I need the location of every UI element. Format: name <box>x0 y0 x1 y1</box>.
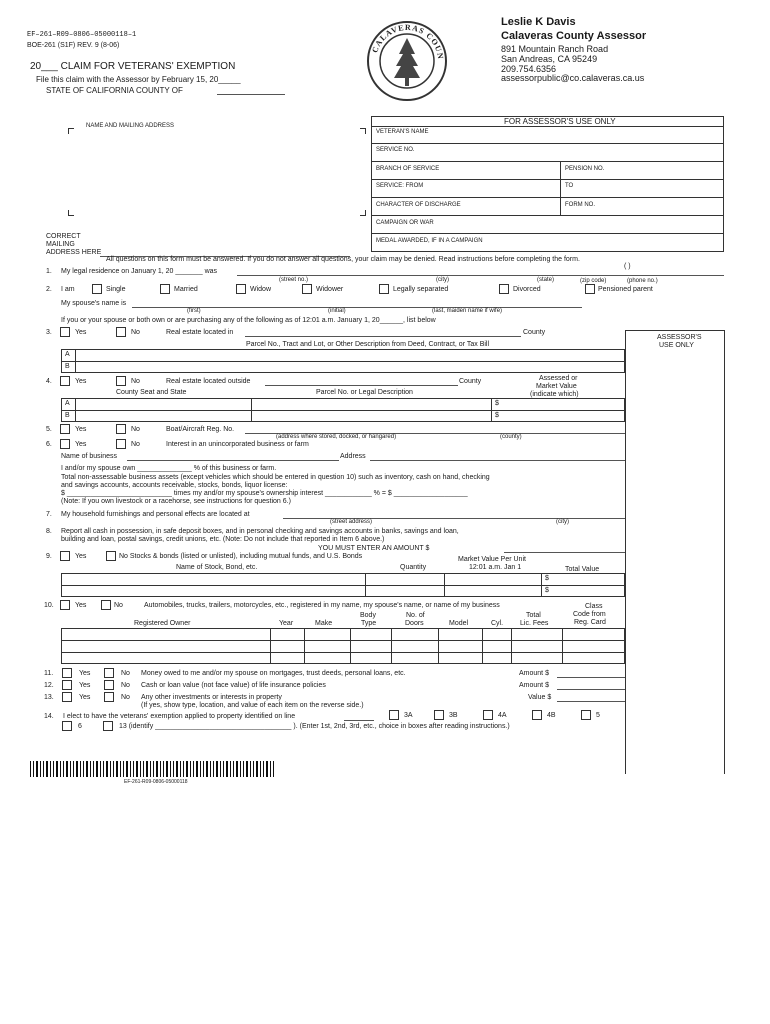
barcode-bar <box>176 761 178 777</box>
barcode-bar <box>93 761 94 777</box>
barcode-bar <box>73 761 74 777</box>
discharge-field: CHARACTER OF DISCHARGE <box>376 202 461 208</box>
q4-county-line[interactable] <box>265 385 458 386</box>
q1-zip-label: (zip code) <box>580 278 607 284</box>
barcode-bar <box>43 761 44 777</box>
q9-no-checkbox[interactable] <box>106 551 116 561</box>
assessor-address1: 891 Mountain Ranch Road <box>501 44 609 54</box>
barcode-bar <box>180 761 181 777</box>
q3-row-a: A <box>65 351 70 358</box>
q10-class-label-3: Reg. Card <box>574 619 606 626</box>
q6-yes-checkbox[interactable] <box>60 439 70 449</box>
barcode-bar <box>116 761 118 777</box>
q13-number: 13. <box>44 694 54 701</box>
barcode-bar <box>240 761 241 777</box>
barcode-bar <box>70 761 71 777</box>
q4-dollar-b: $ <box>495 412 499 419</box>
barcode-bar <box>173 761 174 777</box>
barcode-bar <box>213 761 214 777</box>
barcode-bar <box>60 761 61 777</box>
choice-6-box[interactable] <box>62 721 72 731</box>
q1-number: 1. <box>46 268 52 275</box>
barcode-bar <box>110 761 111 777</box>
barcode-bar <box>146 761 148 777</box>
barcode-bar <box>193 761 194 777</box>
q9-yes-checkbox[interactable] <box>60 551 70 561</box>
q3-yes-checkbox[interactable] <box>60 327 70 337</box>
q14-line[interactable] <box>344 720 374 721</box>
barcode-bar <box>190 761 191 777</box>
barcode-bar <box>36 761 38 777</box>
q14-number: 14. <box>44 713 54 720</box>
spouse-label: My spouse's name is <box>61 300 127 307</box>
barcode-bar <box>140 761 141 777</box>
barcode-bar <box>223 761 224 777</box>
q10-cyl-header: Cyl. <box>491 620 504 627</box>
barcode-bar <box>126 761 128 777</box>
q1-state-label: (state) <box>537 277 555 283</box>
q2-iam-label: I am <box>61 286 75 293</box>
q5-yes-label: Yes <box>75 426 87 433</box>
assessor-email[interactable]: assessorpublic@co.calaveras.ca.us <box>501 73 645 83</box>
q13-yes-checkbox[interactable] <box>62 692 72 702</box>
q4-county-label: County <box>459 378 482 385</box>
q12-yes-label: Yes <box>79 682 91 689</box>
barcode-bar <box>216 761 218 777</box>
q13-yes-label: Yes <box>79 694 91 701</box>
service-no-field: SERVICE NO. <box>376 147 415 153</box>
barcode-bar <box>186 761 188 777</box>
q8-number: 8. <box>46 528 52 535</box>
assessor-title: Calaveras County Assessor <box>501 30 647 42</box>
form-title <box>30 61 235 72</box>
seal-graphic <box>366 20 448 102</box>
q10-no-label: No <box>114 602 123 609</box>
q2-number: 2. <box>46 286 52 293</box>
q13-text-2: (If yes, show type, location, and value of each item on the reverse side.) <box>141 702 364 709</box>
barcode-bar <box>253 761 254 777</box>
barcode-bar <box>53 761 54 777</box>
q8-amount-label: YOU MUST ENTER AN AMOUNT $ <box>318 545 430 552</box>
file-note: File this claim with the Assessor by February 15, 20_____ <box>36 75 241 84</box>
q5-no-label: No <box>131 426 140 433</box>
q10-no-checkbox[interactable] <box>101 600 111 610</box>
barcode-bar <box>183 761 184 777</box>
q12-amount-label: Amount $ <box>519 682 549 689</box>
document-code: EF–261–R09–0806–05000118–1 <box>27 31 137 39</box>
choice-5-label: 5 <box>596 712 600 719</box>
q4-assessed-label-1: Assessed or <box>539 375 578 382</box>
campaign-field: CAMPAIGN OR WAR <box>376 220 434 226</box>
barcode-bar <box>100 761 101 777</box>
barcode-bar <box>263 761 264 777</box>
choice-3a-box[interactable] <box>389 710 399 720</box>
assessor-column-divider <box>625 330 626 774</box>
assessor-address2: San Andreas, CA 95249 <box>501 54 598 64</box>
married-checkbox[interactable] <box>160 284 170 294</box>
q9-quantity-header: Quantity <box>400 564 427 571</box>
barcode-bar <box>113 761 114 777</box>
barcode-bar <box>160 761 161 777</box>
phone-parens: ( ) <box>624 263 631 270</box>
q10-year-header: Year <box>279 620 294 627</box>
barcode-bar <box>233 761 234 777</box>
q6-business-name-line[interactable] <box>127 460 339 461</box>
q9-market-label-2: 12:01 a.m. Jan 1 <box>469 564 522 571</box>
q4-row-b: B <box>65 412 70 419</box>
correct-label-2: MAILING <box>46 241 75 248</box>
q4-no-label: No <box>131 378 140 385</box>
barcode-text: EF-261-R09-0806-05000118 <box>124 779 188 785</box>
form-no-field: FORM NO. <box>565 202 595 208</box>
q6-ownership-text: I and/or my spouse own ______________ % of this business or farm. <box>61 465 277 472</box>
widower-checkbox[interactable] <box>302 284 312 294</box>
barcode-bar <box>150 761 151 777</box>
barcode-bar <box>166 761 168 777</box>
q10-doors-label-1: No. of <box>406 612 425 619</box>
q14-text: I elect to have the veterans' exemption applied to property identified on line <box>63 713 296 720</box>
barcode-bar <box>170 761 171 777</box>
q10-yes-label: Yes <box>75 602 87 609</box>
pensioned-label: Pensioned parent <box>598 286 653 293</box>
q8-text-1: Report all cash in possession, in safe deposit boxes, and in personal checking and savings accounts in banks, savings and loan, <box>61 528 459 535</box>
corner-mark-tr <box>360 128 366 134</box>
barcode-bar <box>123 761 124 777</box>
barcode-bar <box>200 761 201 777</box>
barcode <box>30 761 277 777</box>
q10-fees-label-1: Total <box>526 612 541 619</box>
q10-owner-header: Registered Owner <box>134 620 191 627</box>
q9-dollar-1: $ <box>545 575 549 582</box>
purchasing-text: If you or your spouse or both own or are purchasing any of the following as of 12:01 a.m. January 1, 20______, list below <box>61 317 436 324</box>
form-revision: BOE-261 (S1F) REV. 9 (8-06) <box>27 42 120 49</box>
seal-text: CALAVERAS COUN <box>370 22 446 61</box>
q10-text: Automobiles, trucks, trailers, motorcycles, etc., registered in my name, my spouse's name, or name of my business <box>144 602 500 609</box>
q4-assessed-label-3: (indicate which) <box>530 391 579 398</box>
barcode-bar <box>273 761 274 777</box>
choice-4a-box[interactable] <box>483 710 493 720</box>
q12-number: 12. <box>44 682 54 689</box>
q9-total-header: Total Value <box>565 566 600 573</box>
correct-label-3: ADDRESS HERE <box>46 249 102 256</box>
barcode-bar <box>56 761 58 777</box>
correct-label-1: CORRECT <box>46 233 81 240</box>
choice-3b-label: 3B <box>449 712 458 719</box>
choice-5-box[interactable] <box>581 710 591 720</box>
last-label: (last, maiden name if wife) <box>432 308 503 314</box>
barcode-bar <box>63 761 64 777</box>
q5-yes-checkbox[interactable] <box>60 424 70 434</box>
barcode-bar <box>46 761 48 777</box>
q4-assessed-label-2: Market Value <box>536 383 577 390</box>
q8-amount-line[interactable] <box>504 552 625 553</box>
barcode-bar <box>156 761 158 777</box>
q9-yes-label: Yes <box>75 553 87 560</box>
q1-text: My legal residence on January 1, 20 _______ was <box>61 268 218 275</box>
barcode-bar <box>196 761 198 777</box>
q6-nonassess-text-1: Total non-assessable business assets (except vehicles which should be entered in question 10) such as inventory, cash on hand, checking <box>61 474 490 481</box>
pensioned-checkbox[interactable] <box>585 284 595 294</box>
q8-text-2: building and loan, postal savings, credit unions, etc. (Note: Do not include that reported in Item 6 above.) <box>61 536 385 543</box>
q11-no-checkbox[interactable] <box>104 668 114 678</box>
q11-text: Money owed to me and/or my spouse on mortgages, trust deeds, personal loans, etc. <box>141 670 406 677</box>
widow-label: Widow <box>250 286 272 293</box>
q1-street-label: (street no.) <box>279 277 309 283</box>
q6-address-line[interactable] <box>370 460 625 461</box>
q9-market-label-1: Market Value Per Unit <box>458 556 526 563</box>
barcode-bar <box>80 761 81 777</box>
q12-yes-checkbox[interactable] <box>62 680 72 690</box>
q9-dollar-2: $ <box>545 587 549 594</box>
q7-number: 7. <box>46 511 52 518</box>
year-prefix: 20___ <box>30 61 58 72</box>
separated-label: Legally separated <box>393 286 449 293</box>
barcode-bar <box>120 761 121 777</box>
barcode-bar <box>90 761 91 777</box>
name-address-label: NAME AND MAILING ADDRESS <box>86 123 175 129</box>
branch-field: BRANCH OF SERVICE <box>376 166 440 172</box>
barcode-bar <box>163 761 164 777</box>
q10-class-label-2: Code from <box>573 611 606 618</box>
q11-amount-label: Amount $ <box>519 670 549 677</box>
barcode-bar <box>136 761 138 777</box>
q10-body-label-2: Type <box>361 620 377 627</box>
q4-number: 4. <box>46 378 52 385</box>
q10-vehicle-table <box>61 628 625 664</box>
initial-label: (initial) <box>328 308 346 314</box>
choice-4a-label: 4A <box>498 712 507 719</box>
barcode-bar <box>226 761 228 777</box>
q6-yes-label: Yes <box>75 441 87 448</box>
q3-number: 3. <box>46 329 52 336</box>
title-text: CLAIM FOR VETERANS' EXEMPTION <box>60 61 236 72</box>
q10-class-label-1: Class <box>585 603 603 610</box>
q5-text: Boat/Aircraft Reg. No. <box>166 426 235 433</box>
barcode-bar <box>33 761 34 777</box>
corner-mark-tl <box>68 128 74 134</box>
q1-residence-line[interactable] <box>237 275 724 276</box>
barcode-bar <box>50 761 51 777</box>
q5-no-checkbox[interactable] <box>116 424 126 434</box>
q6-no-checkbox[interactable] <box>116 439 126 449</box>
barcode-bar <box>210 761 211 777</box>
single-label: Single <box>106 286 126 293</box>
medal-field: MEDAL AWARDED, IF IN A CAMPAIGN <box>376 238 483 244</box>
q3-row-b: B <box>65 363 70 370</box>
barcode-bar <box>266 761 268 777</box>
q12-amount-line[interactable] <box>557 689 625 690</box>
corner-mark-br <box>360 210 366 216</box>
widower-label: Widower <box>316 286 344 293</box>
q5-county-label: (county) <box>500 434 522 440</box>
q6-number: 6. <box>46 441 52 448</box>
barcode-bar <box>40 761 41 777</box>
q3-county-line[interactable] <box>245 336 521 337</box>
barcode-bar <box>203 761 204 777</box>
q3-no-label: No <box>131 329 140 336</box>
q10-yes-checkbox[interactable] <box>60 600 70 610</box>
q13-value-line[interactable] <box>557 701 625 702</box>
barcode-bar <box>30 761 31 777</box>
q1-phone-label: (phone no.) <box>627 278 658 284</box>
side-use-only-label: USE ONLY <box>659 342 694 349</box>
choice-13-box[interactable] <box>103 721 113 731</box>
q6-nonassess-text-2: and savings accounts, accounts receivable, stocks, bonds, liquor license: <box>61 482 288 489</box>
q10-body-label-1: Body <box>360 612 376 619</box>
barcode-graphic <box>30 761 277 777</box>
q4-dollar-a: $ <box>495 400 499 407</box>
instructions-text: All questions on this form must be answered. If you do not answer all questions, your claim may be denied. Read instructions before completing the form. <box>106 256 580 263</box>
q9-text: No Stocks & bonds (listed or unlisted), including mutual funds, and U.S. Bonds <box>119 553 363 560</box>
divorced-checkbox[interactable] <box>499 284 509 294</box>
q13-text: Any other investments or interests in property <box>141 694 282 701</box>
barcode-bar <box>246 761 248 777</box>
single-checkbox[interactable] <box>92 284 102 294</box>
separated-checkbox[interactable] <box>379 284 389 294</box>
q12-no-label: No <box>121 682 130 689</box>
q11-amount-line[interactable] <box>557 677 625 678</box>
q11-yes-label: Yes <box>79 670 91 677</box>
barcode-bar <box>260 761 261 777</box>
county-line[interactable] <box>217 94 285 95</box>
q10-number: 10. <box>44 602 54 609</box>
assessor-name: Leslie K Davis <box>501 16 576 28</box>
q6-text: Interest in an unincorporated business or farm <box>166 441 309 448</box>
barcode-bar <box>206 761 208 777</box>
barcode-bar <box>243 761 244 777</box>
q1-city-label: (city) <box>436 277 449 283</box>
barcode-bar <box>250 761 251 777</box>
barcode-bar <box>256 761 258 777</box>
choice-3a-label: 3A <box>404 712 413 719</box>
barcode-bar <box>86 761 88 777</box>
barcode-bar <box>130 761 131 777</box>
barcode-bar <box>83 761 84 777</box>
q6-note: (Note: If you own livestock or a racehorse, see instructions for question 6.) <box>61 498 291 505</box>
choice-6-label: 6 <box>78 723 82 730</box>
q11-yes-checkbox[interactable] <box>62 668 72 678</box>
q9-number: 9. <box>46 553 52 560</box>
barcode-bar <box>153 761 154 777</box>
q6-business-name-label: Name of business <box>61 453 118 460</box>
choice-4b-label: 4B <box>547 712 556 719</box>
q5-number: 5. <box>46 426 52 433</box>
q7-city-label: (city) <box>556 519 569 525</box>
q4-row-a: A <box>65 400 70 407</box>
barcode-bar <box>133 761 134 777</box>
assessor-use-header: FOR ASSESSOR'S USE ONLY <box>504 117 616 126</box>
q13-value-label: Value $ <box>528 694 552 701</box>
q4-no-checkbox[interactable] <box>116 376 126 386</box>
q4-parcel-label: Parcel No. or Legal Description <box>316 389 413 396</box>
married-label: Married <box>174 286 198 293</box>
q13-no-checkbox[interactable] <box>104 692 114 702</box>
q6-address-label: Address <box>340 453 366 460</box>
q3-county-label: County <box>523 329 546 336</box>
barcode-bar <box>76 761 78 777</box>
q7-street-label: (street address) <box>330 519 373 525</box>
barcode-bar <box>66 761 68 777</box>
service-from-field: SERVICE: FROM <box>376 183 424 189</box>
barcode-bar <box>236 761 238 777</box>
q4-seat-label: County Seat and State <box>116 389 187 396</box>
barcode-bar <box>106 761 108 777</box>
q10-doors-label-2: Doors <box>405 620 424 627</box>
barcode-bar <box>270 761 271 777</box>
assessor-use-table <box>371 116 724 252</box>
widow-checkbox[interactable] <box>236 284 246 294</box>
barcode-bar <box>220 761 221 777</box>
q11-no-label: No <box>121 670 130 677</box>
q3-parcel-label: Parcel No., Tract and Lot, or Other Description from Deed, Contract, or Tax Bill <box>246 341 490 348</box>
q12-no-checkbox[interactable] <box>104 680 114 690</box>
service-to-field: TO <box>565 183 574 189</box>
q13-no-label: No <box>121 694 130 701</box>
pension-field: PENSION NO. <box>565 166 605 172</box>
choice-3b-box[interactable] <box>434 710 444 720</box>
barcode-bar <box>143 761 144 777</box>
q7-text: My household furnishings and personal effects are located at <box>61 511 250 518</box>
q4-yes-checkbox[interactable] <box>60 376 70 386</box>
q3-text: Real estate located in <box>166 329 234 336</box>
q9-stock-header: Name of Stock, Bond, etc. <box>176 564 258 571</box>
q5-where-label: (address where stored, docked, or hangared) <box>276 434 397 440</box>
barcode-bar <box>96 761 98 777</box>
q4-yes-label: Yes <box>75 378 87 385</box>
choice-13-label: 13 (identify ___________________________________ ). (Enter 1st, 2nd, 3rd, etc., choice in boxes after reading instructions.) <box>119 723 510 730</box>
q12-text: Cash or loan value (not face value) of life insurance policies <box>141 682 326 689</box>
corner-mark-bl <box>68 210 74 216</box>
q4-text: Real estate located outside <box>166 378 251 385</box>
q10-model-header: Model <box>449 620 469 627</box>
q6-calc-line[interactable]: $ ___________________________ times my and/or my spouse's ownership interest ____________ % = $ ___________________ <box>61 490 468 497</box>
q10-fees-label-2: Lic. Fees <box>520 620 549 627</box>
divorced-label: Divorced <box>513 286 541 293</box>
assessor-phone: 209.754.6356 <box>501 64 557 74</box>
barcode-bar <box>230 761 231 777</box>
veterans-name-field: VETERAN'S NAME <box>376 129 429 135</box>
q3-no-checkbox[interactable] <box>116 327 126 337</box>
q3-yes-label: Yes <box>75 329 87 336</box>
state-county-label: STATE OF CALIFORNIA COUNTY OF <box>46 86 183 95</box>
barcode-bar <box>103 761 104 777</box>
side-assessor-label: ASSESSOR'S <box>657 334 702 341</box>
first-label: (first) <box>187 308 201 314</box>
q10-make-header: Make <box>315 620 333 627</box>
q6-no-label: No <box>131 441 140 448</box>
q11-number: 11. <box>44 670 54 677</box>
county-seal <box>366 20 448 102</box>
choice-4b-box[interactable] <box>532 710 542 720</box>
